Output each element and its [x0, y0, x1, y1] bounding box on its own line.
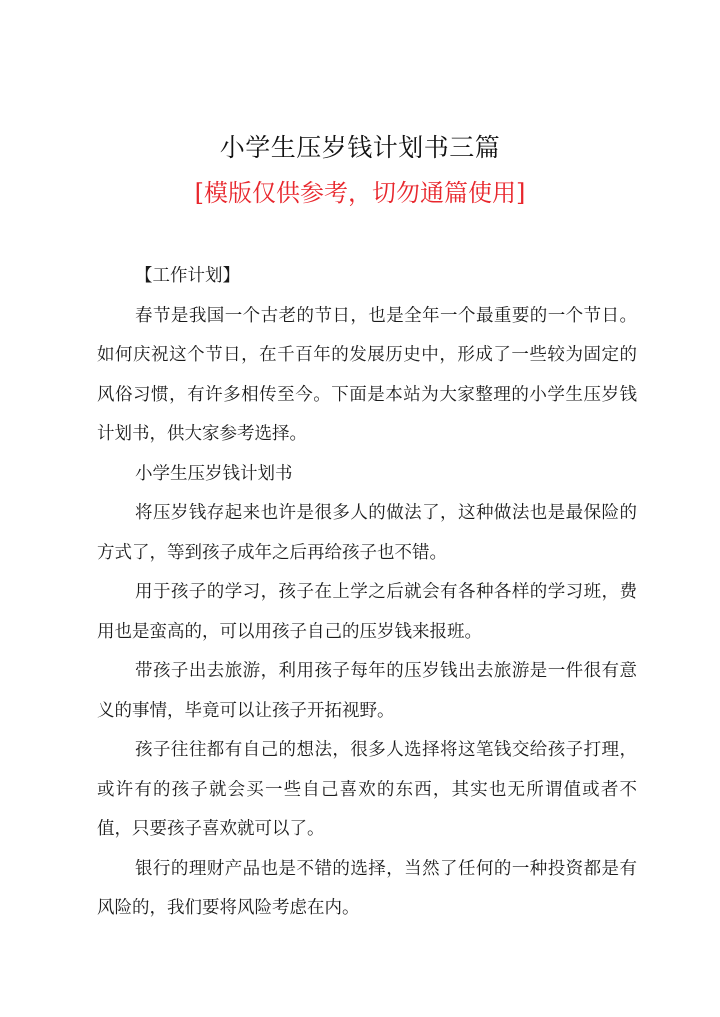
document-body: [97, 257, 637, 929]
body-paragraph: 孩子往往都有自己的想法，很多人选择将这笔钱交给孩子打理，或许有的孩子就会买一些自己喜欢的东西，其实也无所谓值或者不值，只要孩子喜欢就可以了。: [97, 740, 637, 839]
body-paragraph: 用于孩子的学习，孩子在上学之后就会有各种各样的学习班，费用也是蛮高的，可以用孩子自己的压岁钱来报班。: [97, 582, 637, 642]
intro-paragraph: 春节是我国一个古老的节日，也是全年一个最重要的一个节日。如何庆祝这个节日，在千百年的发展历史中，形成了一些较为固定的风俗习惯，有许多相传至今。下面是本站为大家整理的小学生压岁钱计划书，供大家参考选择。: [97, 305, 637, 444]
body-paragraph: 将压岁钱存起来也许是很多人的做法了，这种做法也是最保险的方式了，等到孩子成年之后再给孩子也不错。: [97, 503, 637, 563]
body-paragraph: 带孩子出去旅游，利用孩子每年的压岁钱出去旅游是一件很有意义的事情，毕竟可以让孩子开拓视野。: [97, 661, 637, 721]
document-title: 小学生压岁钱计划书三篇: [219, 133, 501, 162]
section-heading: 【工作计划】: [135, 266, 240, 286]
subheading: 小学生压岁钱计划书: [135, 463, 293, 484]
template-disclaimer: [模版仅供参考，切勿通篇使用]: [194, 179, 526, 207]
body-paragraph: 银行的理财产品也是不错的选择，当然了任何的一种投资都是有风险的，我们要将风险考虑在内。: [97, 858, 637, 918]
